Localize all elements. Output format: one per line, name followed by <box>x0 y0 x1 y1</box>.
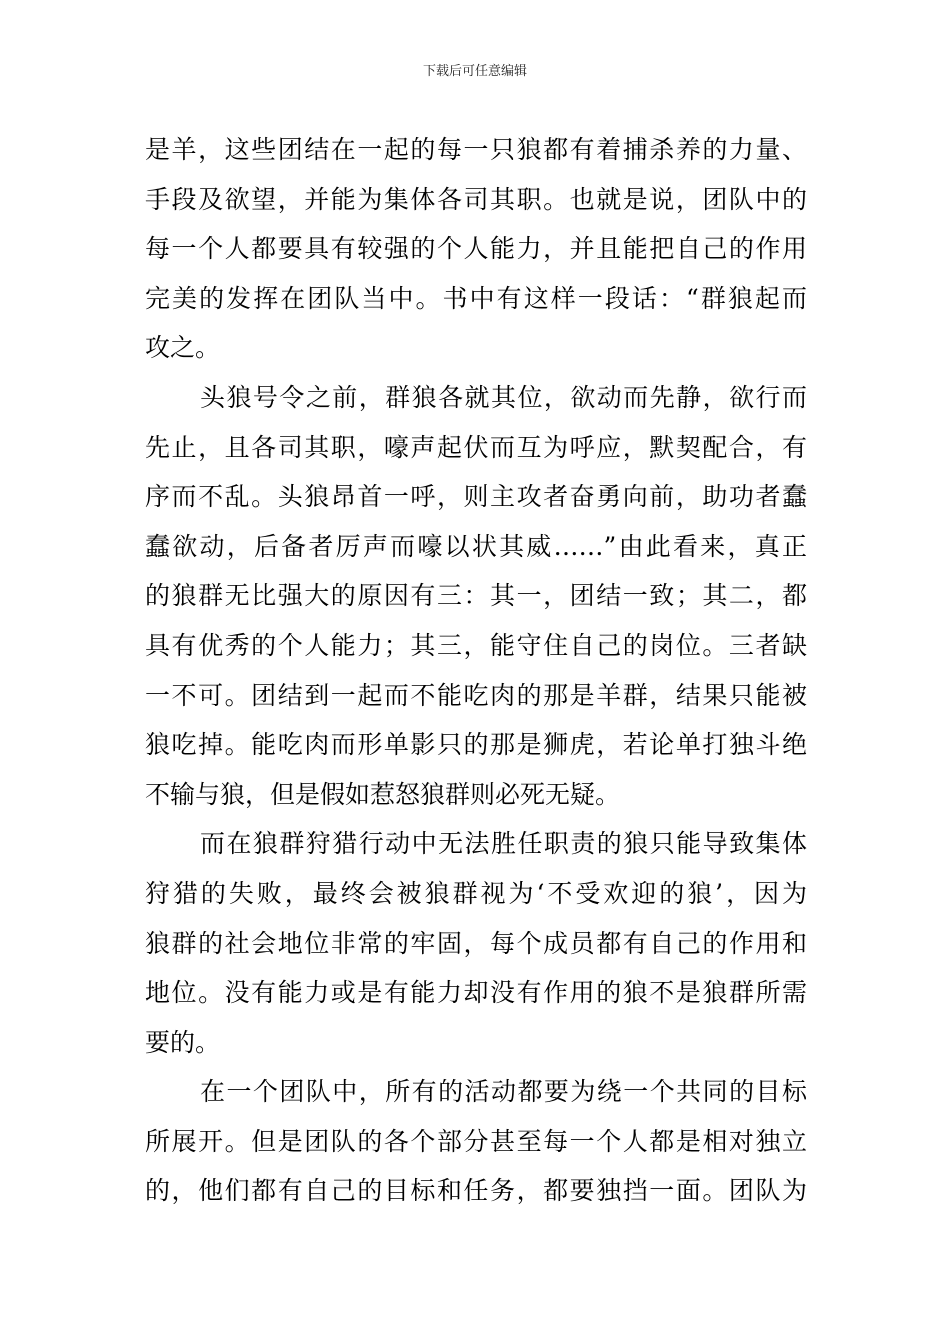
text-line: 不输与狼，但是假如惹怒狼群则必死无疑。 <box>145 779 621 809</box>
text-line: 的，他们都有自己的目标和任务，都要独挡一面。团队为 <box>145 1176 807 1206</box>
text-line: 头狼号令之前，群狼各就其位，欲动而先静，欲行而 <box>200 382 807 412</box>
text-line: 攻之。 <box>145 333 221 363</box>
text-line: 手段及欲望，并能为集体各司其职。也就是说，团队中的 <box>145 184 807 214</box>
document-body <box>145 125 807 1216</box>
page-header: 下载后可任意编辑 <box>422 64 527 79</box>
text-line: 的狼群无比强大的原因有三：其一，团结一致；其二，都 <box>145 581 807 611</box>
text-line: 先止，且各司其职，嚎声起伏而互为呼应，默契配合，有 <box>145 432 807 462</box>
text-line: 具有优秀的个人能力；其三，能守住自己的岗位。三者缺 <box>145 630 807 660</box>
text-line: 要的。 <box>145 1027 221 1057</box>
text-line: 在一个团队中，所有的活动都要为绕一个共同的目标 <box>200 1077 807 1107</box>
text-line: 完美的发挥在团队当中。书中有这样一段话：“群狼起而 <box>145 283 807 313</box>
text-line: 是羊，这些团结在一起的每一只狼都有着捕杀养的力量、 <box>145 135 807 164</box>
text-line: 狼吃掉。能吃肉而形单影只的那是狮虎，若论单打独斗绝 <box>145 730 807 760</box>
text-line: 而在狼群狩猎行动中无法胜任职责的狼只能导致集体 <box>200 829 807 859</box>
text-line: 狼群的社会地位非常的牢固，每个成员都有自己的作用和 <box>145 928 807 958</box>
text-line: 一不可。团结到一起而不能吃肉的那是羊群，结果只能被 <box>145 680 807 710</box>
text-line: 每一个人都要具有较强的个人能力，并且能把自己的作用 <box>145 234 807 264</box>
text-line: 序而不乱。头狼昂首一呼，则主攻者奋勇向前，助功者蠢 <box>145 482 807 512</box>
text-line: 地位。没有能力或是有能力却没有作用的狼不是狼群所需 <box>145 978 807 1008</box>
text-line: 所展开。但是团队的各个部分甚至每一个人都是相对独立 <box>145 1126 807 1156</box>
text-line: 蠢欲动，后备者厉声而嚎以状其威……”由此看来，真正 <box>145 531 807 561</box>
text-line: 狩猎的失败，最终会被狼群视为‘不受欢迎的狼’，因为 <box>145 878 807 908</box>
